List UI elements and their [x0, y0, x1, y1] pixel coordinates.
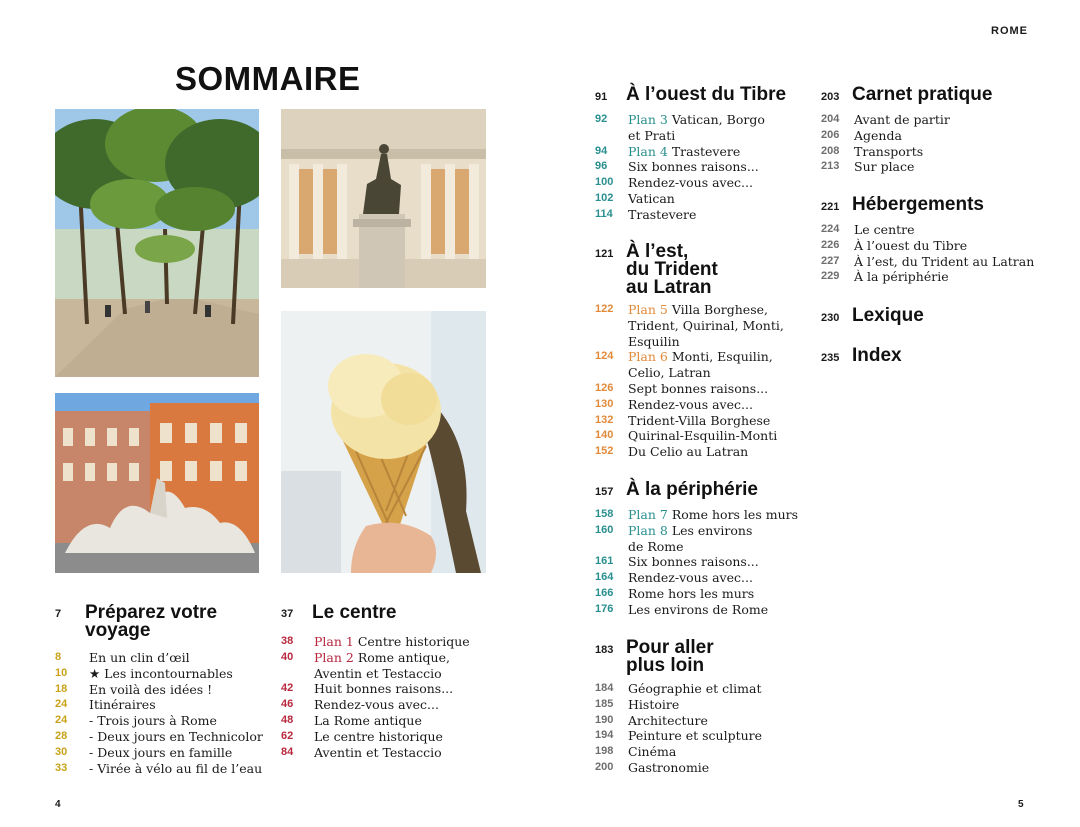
section-page-number: 221 [821, 201, 840, 213]
page-number-left: 4 [55, 799, 61, 810]
toc-entry[interactable]: 33 - Virée à vélo au fil de l’eau [55, 760, 263, 776]
toc-entry[interactable]: 204 Avant de partir [821, 112, 950, 127]
section-hebergements [821, 196, 1051, 296]
section-entries [55, 650, 270, 776]
section-title: Index [852, 345, 902, 366]
toc-entry[interactable]: 161 Six bonnes raisons... [595, 554, 759, 570]
toc-entry[interactable]: 166 Rome hors les murs [595, 585, 755, 601]
toc-entry[interactable]: 140 Quirinal-Esquilin-Monti [595, 428, 778, 444]
toc-entry[interactable]: 132 Trident-Villa Borghese [595, 412, 771, 428]
toc-entry[interactable]: 40 Plan 2 Rome antique, Aventin et Testaccio [281, 649, 450, 681]
toc-entry[interactable]: 130 Rendez-vous avec... [595, 396, 753, 412]
running-header: ROME [991, 25, 1028, 37]
section-entries [595, 302, 810, 460]
photo-fountain-piazza [55, 393, 259, 573]
toc-entry[interactable]: 224 Le centre [821, 222, 915, 237]
toc-entry[interactable]: 62 Le centre historique [281, 728, 443, 744]
toc-entry[interactable]: 38 Plan 1 Centre historique [281, 634, 470, 649]
section-centre [281, 604, 501, 774]
toc-entry[interactable]: 185 Histoire [595, 696, 680, 712]
section-index[interactable] [821, 347, 1021, 371]
toc-entry[interactable]: 227 À l’est, du Trident au Latran [821, 253, 1035, 269]
toc-entry[interactable]: 48 La Rome antique [281, 712, 422, 728]
toc-entry[interactable]: 18 En voilà des idées ! [55, 681, 213, 697]
toc-entry[interactable]: 184 Géographie et climat [595, 681, 762, 696]
photo-park-pines [55, 109, 259, 377]
toc-entry[interactable]: 96 Six bonnes raisons... [595, 159, 759, 175]
section-title: Hébergements [852, 194, 984, 215]
toc-entry[interactable]: 24 - Trois jours à Rome [55, 713, 217, 729]
section-est [595, 243, 810, 463]
section-title: À l’ouest du Tibre [626, 84, 787, 105]
section-title: Pour aller plus loin [626, 637, 714, 676]
section-title: Carnet pratique [852, 84, 993, 105]
section-page-number: 230 [821, 312, 840, 324]
section-page-number: 203 [821, 91, 840, 103]
toc-entry[interactable]: 84 Aventin et Testaccio [281, 744, 442, 760]
toc-entry[interactable]: 198 Cinéma [595, 744, 677, 760]
section-entries [281, 634, 501, 760]
toc-entry[interactable]: 114 Trastevere [595, 206, 697, 222]
section-lexique[interactable] [821, 307, 1021, 331]
section-ouest [595, 86, 810, 226]
toc-entry[interactable]: 126 Sept bonnes raisons... [595, 380, 769, 396]
toc-entry[interactable]: 94 Plan 4 Trastevere [595, 143, 741, 159]
section-title: Lexique [852, 305, 924, 326]
toc-entry[interactable]: 158 Plan 7 Rome hors les murs [595, 507, 799, 522]
toc-entry[interactable]: 92 Plan 3 Vatican, Borgo et Prati [595, 112, 765, 143]
section-page-number: 91 [595, 91, 608, 103]
toc-entry[interactable]: 160 Plan 8 Les environs de Rome [595, 522, 753, 554]
toc-entry[interactable]: 226 À l’ouest du Tibre [821, 237, 968, 253]
section-title: Préparez votre voyage [85, 602, 218, 641]
section-peripherie [595, 481, 810, 621]
toc-entry[interactable]: 213 Sur place [821, 159, 915, 175]
section-page-number: 37 [281, 608, 294, 620]
section-page-number: 183 [595, 644, 614, 656]
toc-entry[interactable]: 206 Agenda [821, 127, 902, 143]
toc-entry[interactable]: 8 En un clin d’œil [55, 650, 190, 665]
photo-monument-statue [281, 109, 486, 288]
section-page-number: 121 [595, 248, 614, 260]
toc-entry[interactable]: 164 Rendez-vous avec... [595, 570, 753, 586]
toc-entry[interactable]: 176 Les environs de Rome [595, 601, 769, 617]
section-carnet [821, 86, 1051, 186]
section-title: Le centre [312, 602, 397, 623]
section-entries [821, 112, 1051, 175]
section-title: À l’est, du Trident au Latran [626, 241, 718, 298]
toc-entry[interactable]: 28 - Deux jours en Technicolor [55, 728, 263, 744]
toc-entry[interactable]: 124 Plan 6 Monti, Esquilin, Celio, Latran [595, 349, 773, 381]
section-page-number: 7 [55, 608, 62, 620]
toc-entry[interactable]: 122 Plan 5 Villa Borghese, Trident, Quirinal, Monti, Esquilin [595, 302, 784, 349]
toc-entry[interactable]: 42 Huit bonnes raisons... [281, 681, 454, 697]
page-title: SOMMAIRE [175, 60, 361, 97]
toc-entry[interactable]: 229 À la périphérie [821, 269, 949, 285]
photo-ice-cream [281, 311, 486, 573]
section-plus-loin [595, 639, 810, 779]
toc-entry[interactable]: 200 Gastronomie [595, 759, 710, 775]
section-entries [595, 681, 810, 776]
section-entries [821, 222, 1051, 285]
toc-entry[interactable]: 100 Rendez-vous avec... [595, 175, 753, 191]
section-preparez [55, 604, 270, 784]
section-entries [595, 112, 810, 223]
toc-entry[interactable]: 30 - Deux jours en famille [55, 744, 233, 760]
section-page-number: 235 [821, 352, 840, 364]
section-entries [595, 507, 810, 618]
toc-entry[interactable]: 194 Peinture et sculpture [595, 728, 763, 744]
toc-entry[interactable]: 10 ★ Les incontournables [55, 665, 233, 681]
toc-entry[interactable]: 208 Transports [821, 143, 924, 159]
toc-entry[interactable]: 190 Architecture [595, 712, 708, 728]
page-number-right: 5 [1018, 799, 1024, 810]
section-page-number: 157 [595, 486, 614, 498]
toc-entry[interactable]: 102 Vatican [595, 190, 675, 206]
section-title: À la périphérie [626, 479, 758, 500]
toc-entry[interactable]: 24 Itinéraires [55, 697, 156, 713]
toc-entry[interactable]: 46 Rendez-vous avec... [281, 697, 439, 713]
toc-entry[interactable]: 152 Du Celio au Latran [595, 444, 749, 460]
